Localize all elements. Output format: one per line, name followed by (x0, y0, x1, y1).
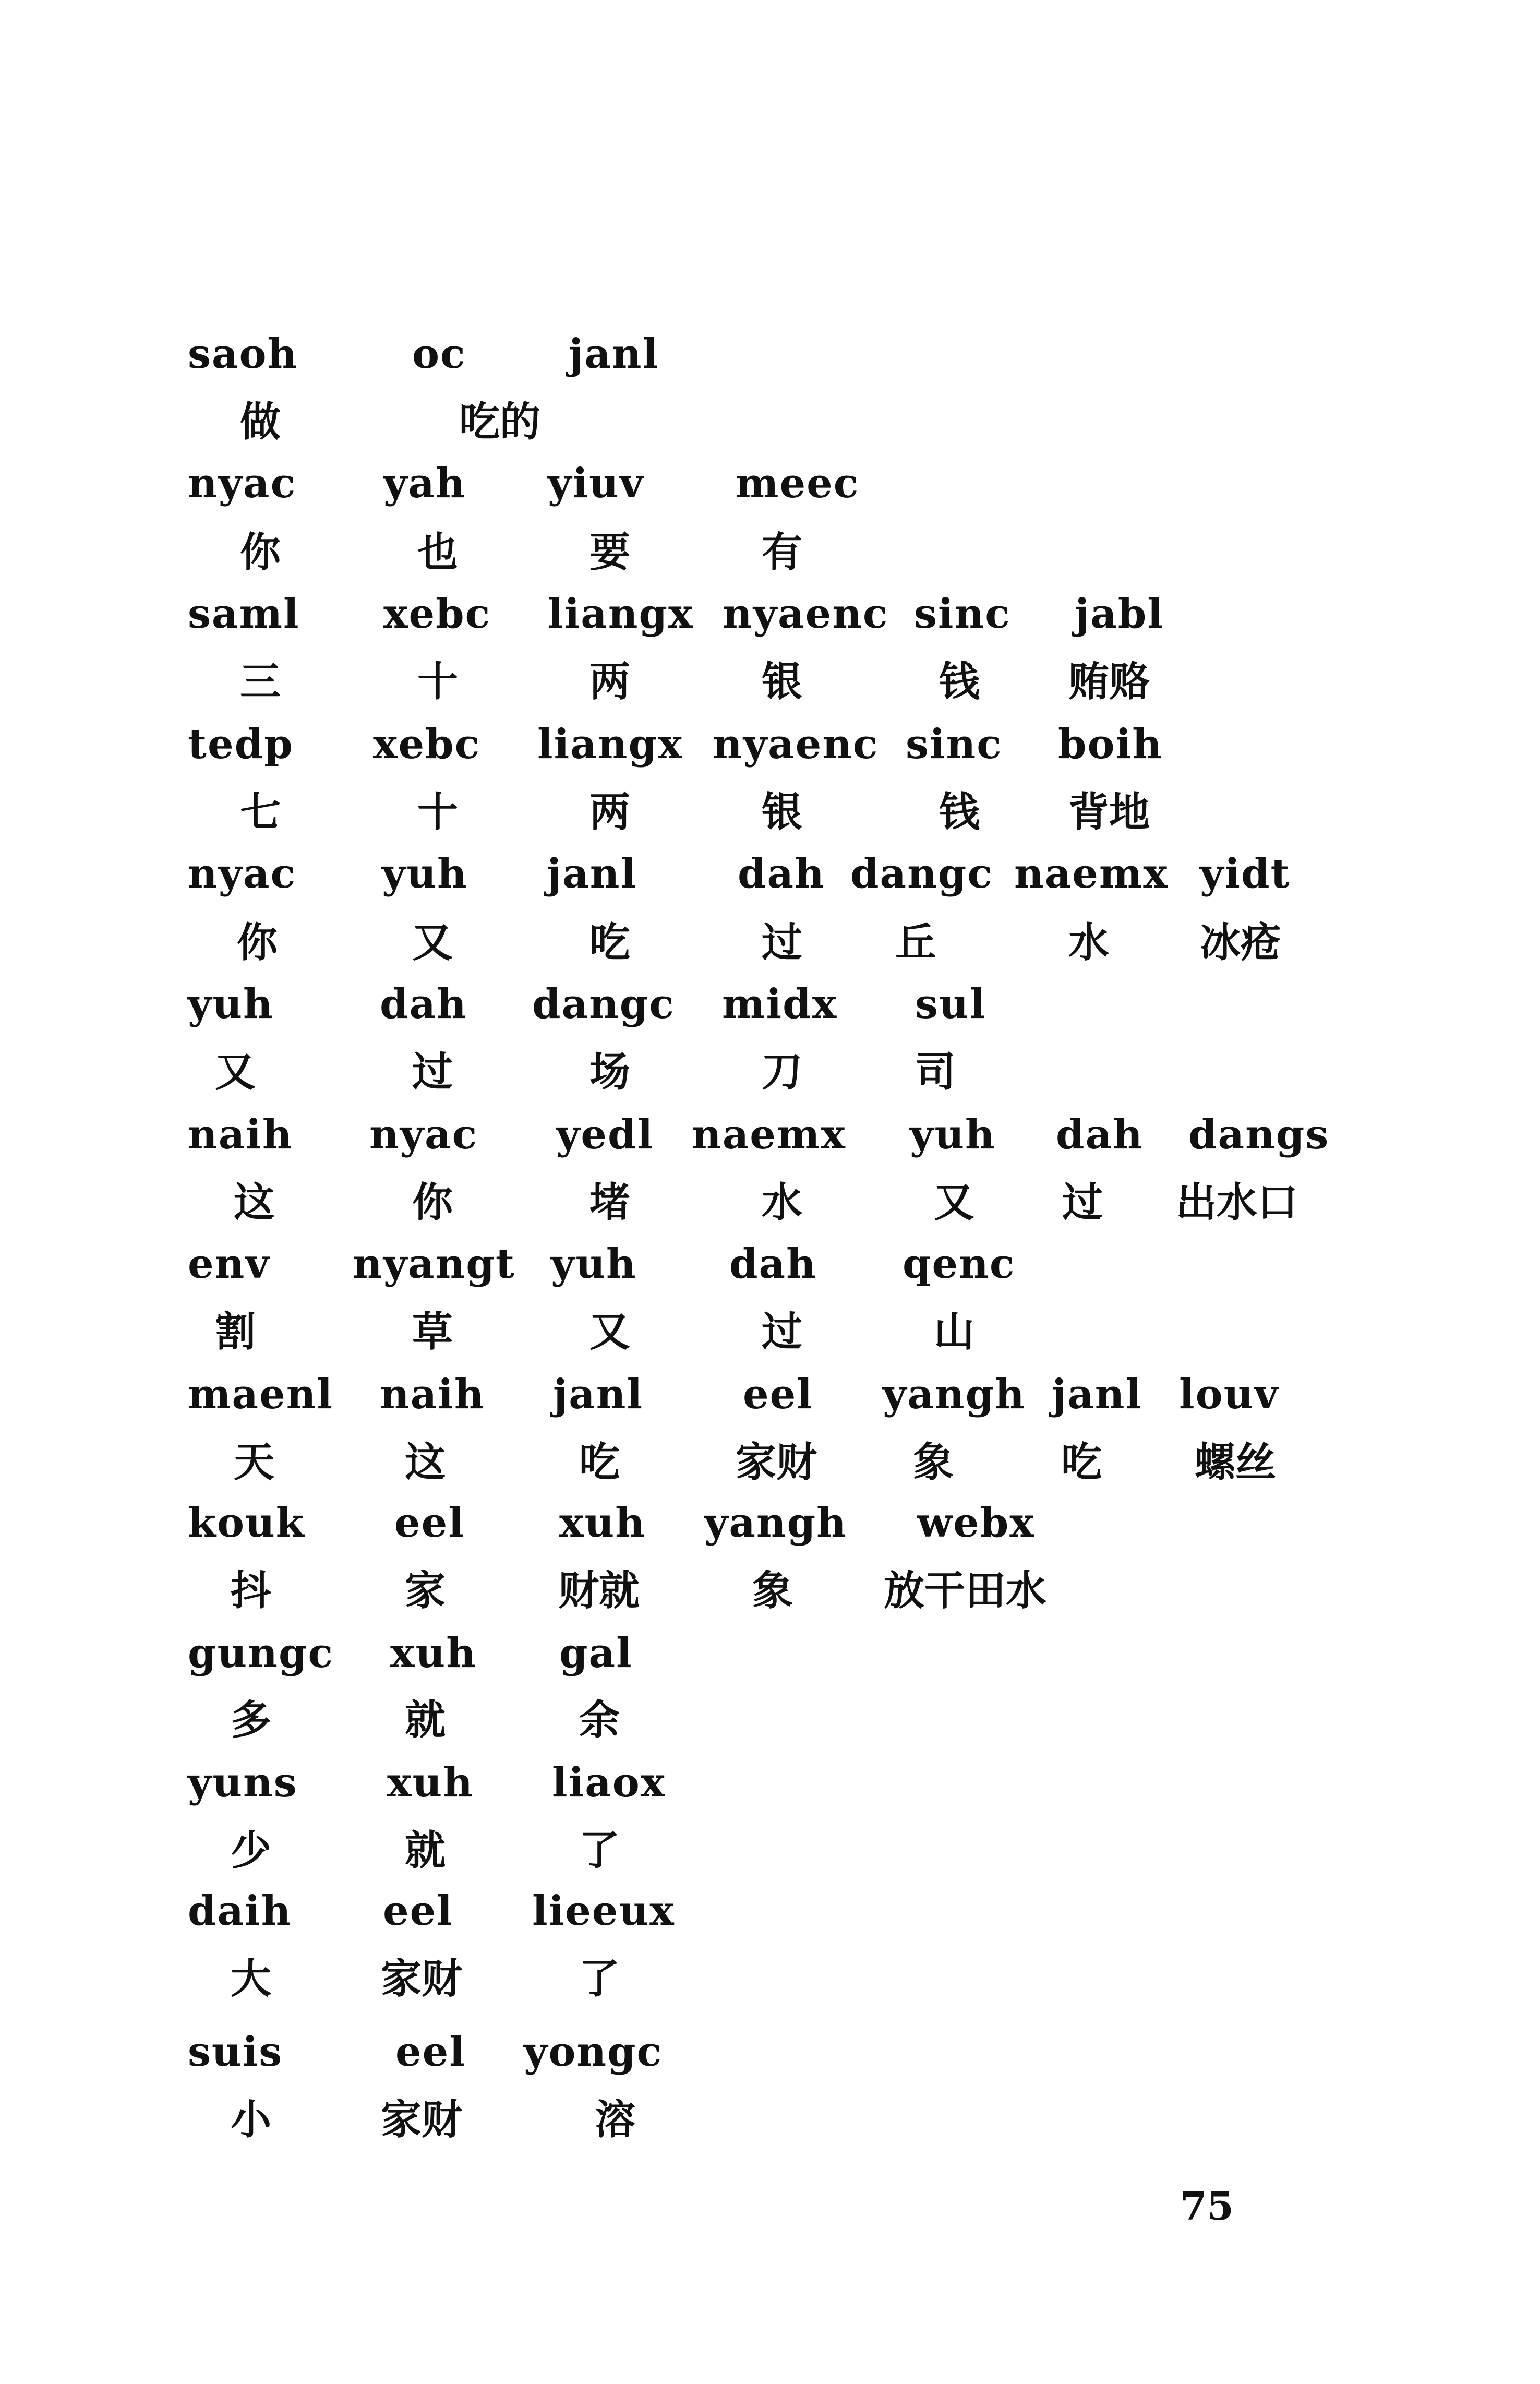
word-cell: dangc (850, 850, 993, 897)
word-cell: 三 (240, 658, 281, 705)
text-line-han (0, 789, 1540, 855)
word-cell: yuns (188, 1759, 298, 1806)
word-cell: dah (729, 1240, 817, 1288)
word-cell: 过 (412, 1049, 453, 1096)
word-cell: jabl (1075, 590, 1164, 638)
word-cell: naih (188, 1111, 293, 1158)
word-cell: 钱 (939, 658, 980, 705)
word-cell: daih (188, 1887, 292, 1935)
word-cell: 堵 (589, 1179, 631, 1226)
word-cell: naemx (1014, 850, 1169, 897)
word-cell: 场 (589, 1049, 631, 1096)
word-cell: 吃 (1061, 1439, 1102, 1486)
word-cell: 丘 (895, 919, 936, 966)
word-cell: suis (188, 2028, 283, 2076)
text-line-roman (0, 850, 1540, 916)
word-cell: yuh (188, 980, 274, 1028)
word-cell: boih (1058, 721, 1163, 768)
word-cell: nyac (188, 850, 297, 897)
word-cell: xebc (383, 590, 491, 638)
word-cell: saoh (188, 330, 298, 378)
word-cell: nyac (188, 460, 297, 507)
word-cell: 水 (1068, 919, 1110, 966)
word-cell: 放干田水 (884, 1567, 1047, 1614)
text-line-roman (0, 1240, 1540, 1307)
text-line-han (0, 1439, 1540, 1505)
text-line-roman (0, 1630, 1540, 1696)
word-cell: liaox (552, 1759, 666, 1806)
word-cell: 银 (762, 658, 803, 705)
word-cell: 家财 (381, 2097, 463, 2143)
word-cell: 贿赂 (1068, 658, 1150, 705)
word-cell: liangx (548, 590, 694, 638)
word-cell: 银 (762, 789, 803, 836)
word-cell: oc (412, 330, 466, 378)
word-cell: 溶 (595, 2097, 636, 2143)
word-cell: 出水口 (1176, 1179, 1298, 1226)
word-cell: 少 (231, 1827, 272, 1874)
word-cell: yuh (382, 850, 468, 897)
word-cell: sinc (906, 721, 1003, 768)
word-cell: 吃 (589, 919, 631, 966)
word-cell: 螺丝 (1195, 1439, 1277, 1486)
word-cell: 又 (412, 919, 453, 966)
word-cell: 十 (417, 658, 459, 705)
word-cell: maenl (188, 1371, 334, 1418)
word-cell: sinc (914, 590, 1011, 638)
text-line-han (0, 399, 1540, 464)
word-cell: saml (188, 590, 300, 638)
text-line-roman (0, 460, 1540, 526)
word-cell: 过 (762, 919, 803, 966)
word-cell: sul (915, 980, 986, 1028)
word-cell: 余 (579, 1697, 620, 1744)
text-line-han (0, 1827, 1540, 1893)
word-cell: 家 (405, 1567, 446, 1614)
word-cell: dah (380, 980, 467, 1028)
word-cell: 就 (405, 1827, 446, 1874)
word-cell: janl (569, 330, 659, 378)
word-cell: gungc (188, 1630, 334, 1677)
word-cell: nyangt (353, 1240, 515, 1288)
word-cell: yidt (1200, 850, 1291, 897)
word-cell: 过 (762, 1309, 803, 1356)
text-line-roman (0, 1887, 1540, 1954)
word-cell: 山 (934, 1309, 975, 1356)
text-line-han (0, 529, 1540, 595)
word-cell: 又 (215, 1049, 256, 1096)
word-cell: 了 (579, 1956, 620, 2003)
word-cell: naih (380, 1371, 485, 1418)
word-cell: 吃的 (459, 399, 541, 446)
word-cell: 冰疮 (1200, 919, 1282, 966)
word-cell: meec (736, 460, 860, 507)
text-line-han (0, 1956, 1540, 2021)
text-line-roman (0, 1371, 1540, 1437)
word-cell: 过 (1062, 1179, 1103, 1226)
word-cell: dangs (1188, 1111, 1330, 1158)
word-cell: janl (553, 1371, 644, 1418)
word-cell: 七 (240, 789, 281, 836)
word-cell: 刀 (762, 1049, 803, 1096)
word-cell: 了 (579, 1827, 620, 1874)
word-cell: louv (1179, 1371, 1279, 1418)
word-cell: lieeux (532, 1887, 675, 1935)
word-cell: 背地 (1068, 789, 1150, 836)
text-line-han (0, 1179, 1540, 1245)
word-cell: yedl (556, 1111, 654, 1158)
word-cell: eel (383, 1887, 453, 1935)
word-cell: 小 (231, 2097, 272, 2143)
page-number: 75 (1180, 2184, 1234, 2229)
text-line-roman (0, 330, 1540, 397)
word-cell: 又 (934, 1179, 975, 1226)
word-cell: 草 (412, 1309, 453, 1356)
word-cell: 要 (589, 529, 631, 576)
word-cell: yah (383, 460, 466, 507)
word-cell: 水 (762, 1179, 803, 1226)
word-cell: 象 (913, 1439, 954, 1486)
word-cell: yuh (910, 1111, 996, 1158)
word-cell: 大 (231, 1956, 272, 2003)
word-cell: 你 (412, 1179, 453, 1226)
word-cell: eel (395, 2028, 466, 2076)
word-cell: 多 (231, 1697, 272, 1744)
word-cell: 两 (589, 658, 631, 705)
text-line-roman (0, 1759, 1540, 1825)
word-cell: 这 (234, 1179, 275, 1226)
word-cell: 吃 (579, 1439, 620, 1486)
word-cell: 家财 (381, 1956, 463, 2003)
word-cell: xebc (373, 721, 481, 768)
word-cell: 天 (234, 1439, 275, 1486)
text-line-han (0, 1697, 1540, 1763)
word-cell: 象 (752, 1567, 793, 1614)
word-cell: webx (917, 1499, 1035, 1547)
word-cell: 有 (762, 529, 803, 576)
word-cell: yongc (524, 2028, 663, 2076)
word-cell: 这 (405, 1439, 446, 1486)
text-line-han (0, 2097, 1540, 2162)
word-cell: 就 (405, 1697, 446, 1744)
word-cell: 割 (215, 1309, 256, 1356)
text-line-han (0, 1309, 1540, 1374)
text-line-roman (0, 721, 1540, 787)
word-cell: xuh (387, 1759, 474, 1806)
text-line-han (0, 919, 1540, 985)
text-line-roman (0, 1111, 1540, 1177)
word-cell: 你 (237, 919, 278, 966)
word-cell: 做 (240, 399, 281, 446)
word-cell: nyac (369, 1111, 478, 1158)
word-cell: yangh (704, 1499, 847, 1547)
word-cell: eel (743, 1371, 813, 1418)
word-cell: 你 (240, 529, 281, 576)
word-cell: qenc (903, 1240, 1016, 1288)
word-cell: 财就 (558, 1567, 640, 1614)
word-cell: dah (738, 850, 825, 897)
word-cell: 家财 (736, 1439, 817, 1486)
word-cell: liangx (537, 721, 683, 768)
word-cell: xuh (559, 1499, 646, 1547)
text-line-roman (0, 2028, 1540, 2094)
word-cell: naemx (692, 1111, 846, 1158)
word-cell: env (188, 1240, 270, 1288)
word-cell: 两 (589, 789, 631, 836)
text-line-han (0, 1567, 1540, 1633)
word-cell: 又 (589, 1309, 631, 1356)
text-line-roman (0, 980, 1540, 1047)
text-line-roman (0, 1499, 1540, 1565)
word-cell: janl (1052, 1371, 1142, 1418)
word-cell: yangh (883, 1371, 1026, 1418)
word-cell: midx (722, 980, 838, 1028)
word-cell: kouk (188, 1499, 305, 1547)
word-cell: dangc (532, 980, 675, 1028)
word-cell: tedp (188, 721, 294, 768)
word-cell: 钱 (939, 789, 980, 836)
word-cell: 也 (417, 529, 459, 576)
word-cell: yiuv (548, 460, 644, 507)
word-cell: xuh (390, 1630, 477, 1677)
word-cell: 抖 (231, 1567, 272, 1614)
word-cell: 十 (417, 789, 459, 836)
text-line-han (0, 1049, 1540, 1115)
text-line-han (0, 658, 1540, 724)
word-cell: 司 (915, 1049, 956, 1096)
word-cell: nyaenc (723, 590, 889, 638)
word-cell: eel (394, 1499, 465, 1547)
word-cell: nyaenc (713, 721, 879, 768)
word-cell: yuh (551, 1240, 637, 1288)
word-cell: gal (559, 1630, 633, 1677)
word-cell: dah (1056, 1111, 1144, 1158)
word-cell: janl (547, 850, 637, 897)
text-line-roman (0, 590, 1540, 656)
